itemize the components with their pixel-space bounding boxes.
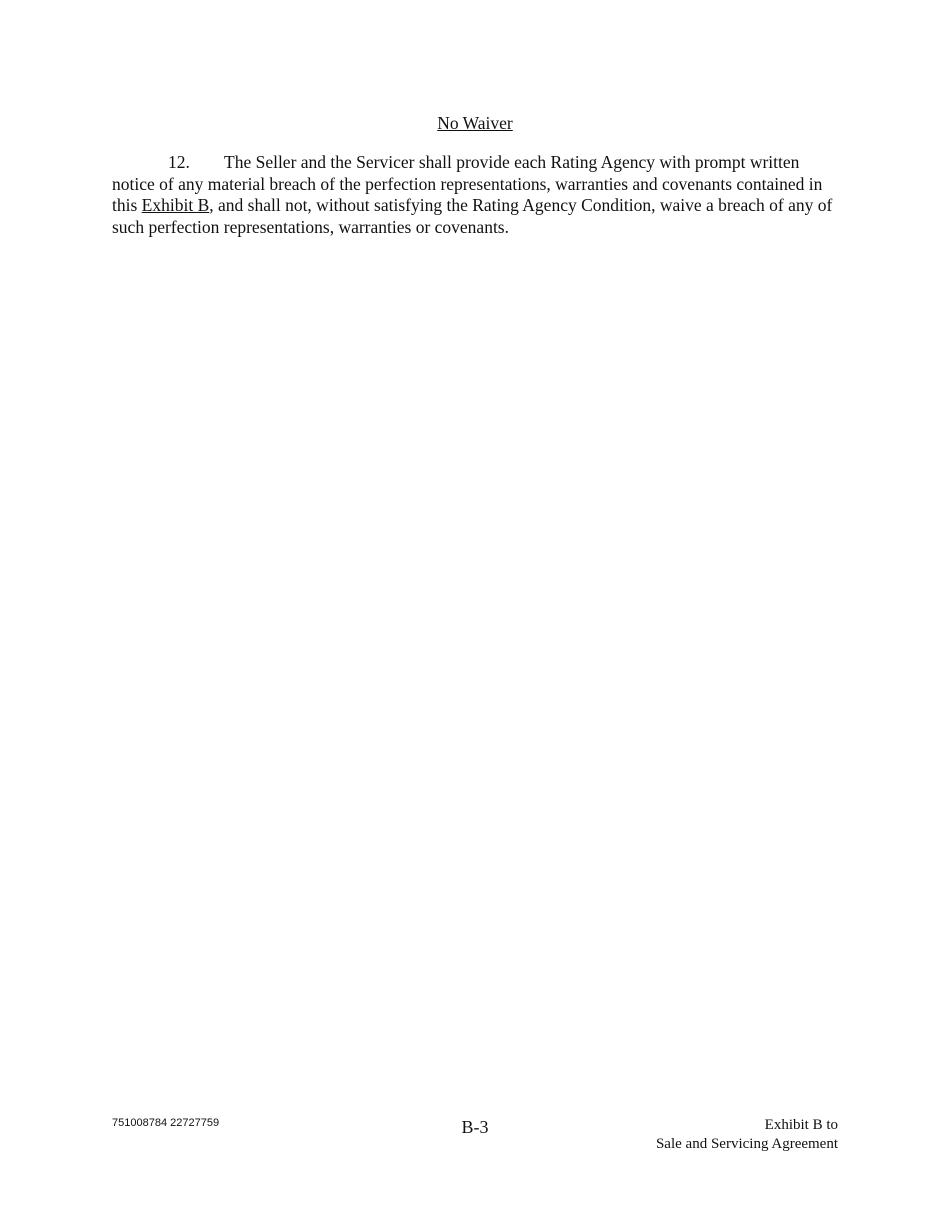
paragraph-number: 12. — [168, 152, 190, 172]
section-heading: No Waiver — [437, 113, 513, 133]
paragraph-text-end: , and shall not, without satisfying the Rating Agency Condition, waive a breach of any of such perfection representations, warranties or covenants. — [112, 195, 833, 237]
paragraph-body — [112, 152, 840, 238]
exhibit-reference: Exhibit B — [141, 195, 210, 215]
footer-document-id: 751008784 22727759 — [112, 1117, 220, 1129]
footer-page-number: B-3 — [461, 1117, 489, 1137]
footer-exhibit-line-2: Sale and Servicing Agreement — [655, 1136, 838, 1152]
paragraph-text-start: The Seller and the Servicer shall provide each Rating Agency with prompt written notice of any material breach of the perfection representations, warranties and covenants contained in this — [112, 152, 823, 215]
footer-exhibit-line-1: Exhibit B to — [764, 1117, 838, 1133]
footer-exhibit-label — [656, 1116, 838, 1154]
paragraph-12 — [112, 152, 840, 238]
